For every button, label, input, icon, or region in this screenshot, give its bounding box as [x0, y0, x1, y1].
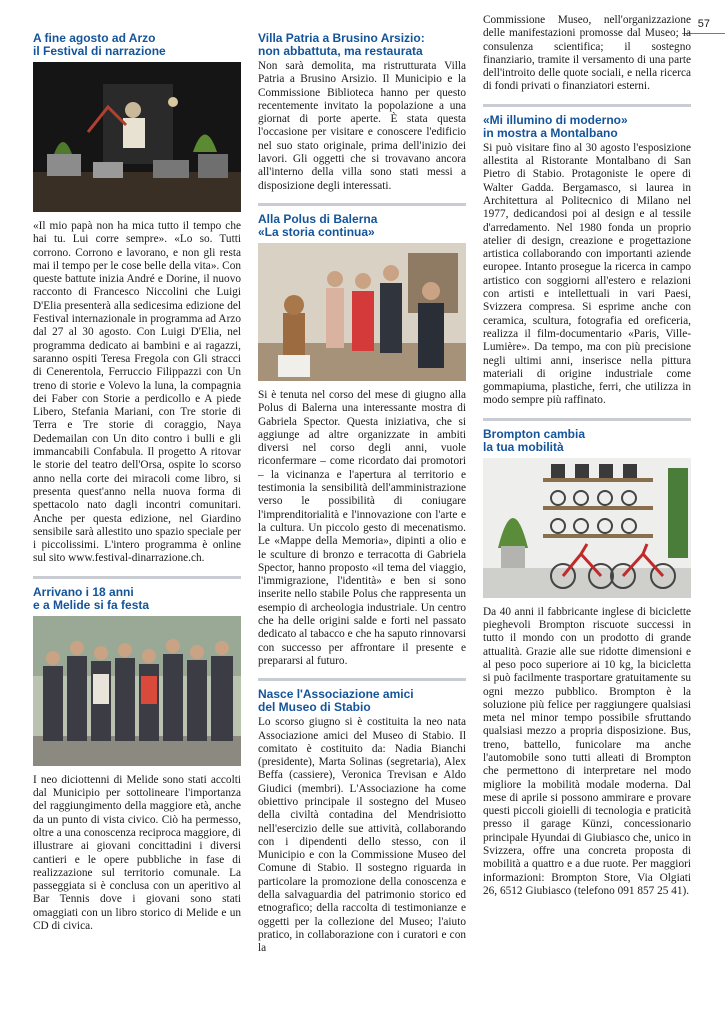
headline-melide [33, 586, 241, 612]
article-villa [258, 32, 466, 193]
headline-stabio [258, 688, 466, 714]
body-melide: I neo diciottenni di Melide sono stati accolti dal Municipio per sottolineare l'importanza del raggiungimento della maggiore età, anche da un punto di vista civico. Ciò ha permesso, oltre a una conoscenza reciproca maggiore, di illustrare ai giovani concittadini i diversi cantieri e le opere pubbliche in fase di realizzazione sul territorio comunale. La passeggiata si è conclusa con un aperitivo al Bar Tennis dove i giovani sono stati omaggiati con un libro storico di Melide e un CD di civica. [33, 773, 241, 932]
headline-line-2: del Museo di Stabio [258, 700, 371, 715]
column-right [483, 14, 691, 898]
article-polus [258, 213, 466, 668]
article-stabio [258, 688, 466, 955]
headline-line-2: e a Melide si fa festa [33, 597, 150, 612]
body-stabio-continuation: Commissione Museo, nell'organizzazione delle manifestazioni promosse dal Museo; la consulenza scientifica; il sostegno finanziario, tramite il versamento di una parte dell'introito delle quote sociali, e nella ricerca di fondi privati o finanziatori esterni. [483, 14, 691, 93]
headline-line-2: il Festival di narrazione [33, 44, 166, 58]
article-melide [33, 586, 241, 934]
headline-villa [258, 32, 466, 58]
article-montalbano [483, 114, 691, 408]
article-festival [33, 32, 241, 566]
page-number: 57 [697, 18, 710, 30]
headline-line-1: Alla Polus di Balerna [258, 211, 378, 226]
headline-festival [33, 32, 241, 58]
body-brompton: Da 40 anni il fabbricante inglese di biciclette pieghevoli Brompton riscuote successi in tutto il mondo con un prodotto di grande attualità. Grazie alle sue ridotte dimensioni e al peso poco superiore ai 10 kg, la bicicletta si può facilmente trasportare gratuitamente su ogni mezzo pubblico. Brompton è la soluzione più felice per raggiungere qualsiasi meta nel minor tempo possibile sfruttando qualsiasi mezzo a propria disposizione. Bus, treno, battello, funicolare ma anche l'automobile sono tutti alleati di Brompton che permettono di interpretare nel modo migliore la mobilità modale moderna. Dal mese di aprile si possono ammirare e provare questi piccoli gioielli di tecnologia e praticità presso il garage Künzi, concessionario principale Hyundai di Giubiasco che, unico in Svizzera, offre una concreta proposta di mobilità a quattro e a due ruote. Per maggiori informazioni: Brompton Store, Via Olgiati 26, 6512 Giubiasco (telefono 091 857 25 41). [483, 605, 691, 897]
column-middle [258, 32, 466, 956]
headline-line-1: Brompton cambia [483, 426, 586, 441]
headline-line-2: in mostra a Montalbano [483, 125, 618, 140]
photo-festival-stage [33, 62, 241, 212]
headline-line-2: la tua mobilità [483, 439, 564, 454]
headline-polus [258, 213, 466, 239]
headline-line-1: «Mi illumino di moderno» [483, 112, 628, 127]
photo-brompton-store [483, 458, 691, 598]
headline-line-2: non abbattuta, ma restaurata [258, 44, 423, 58]
headline-line-1: Villa Patria a Brusino Arsizio: [258, 31, 425, 45]
section-rule [483, 418, 691, 421]
column-left [33, 32, 241, 933]
headline-line-1: Arrivano i 18 anni [33, 584, 134, 599]
headline-montalbano [483, 114, 691, 140]
photo-polus-exhibition [258, 243, 466, 381]
headline-line-1: Nasce l'Associazione amici [258, 687, 414, 702]
body-villa: Non sarà demolita, ma ristrutturata Villa Patria a Brusino Arsizio. Il Municipio e la Commissione Biblioteca hanno per questo recentemente invitato la popolazione a una giornat di porte aperte. È stata questa l'occasione per visitare e conoscere l'edificio nel suo stato originale, prima dell'inizio dei lavori. Gli oggetti che si trovavano ancora all'interno della villa sono stati messi a disposizione degli interessati. [258, 60, 466, 192]
photo-melide-group [33, 616, 241, 766]
body-festival: «Il mio papà non ha mica tutto il tempo che hai tu. Lui corre sempre». «Lo so. Tutti corrono. Corrono e lavorano, e non gli resta mai il tempo per le cose belle della vita». Con queste battute inizia André e Dorine, il nuovo racconto di Francesco Niccolini che Luigi D'Elia presenterà alla sedicesima edizione del Festival internazionale in programma ad Arzo dal 27 al 30 agosto. Con Luigi D'Elia, nel programma dedicato ai bambini e ai ragazzi, saranno ospiti Teresa Fregola con Gli stracci di Cenerentola, Ferruccio Filippazzi con Un treno di storie e Volevo la luna, la compagnia dei Faber con Storie a perdicollo e A piede Libero, Stefania Mariani, con Tre storie di Terra e Tre storie di coraggio, Naya Dedemailan con Un dito contro i bulli e gli immancabili Confabula. Il progetto A ritovar le storie del teatro dell'Orsa, ospite lo scorso anno nella corte dei miracoli come libro, si presenta quest'anno nella nuova forma di spettacolo nato dagli incontri comunitari. Anche per questa edizione, nel Giardino sensibile sarà allestito uno spazio speciale per i piccolissimi. L'intero programma è online sul sito www.festival-dinarrazione.ch. [33, 220, 241, 565]
article-brompton [483, 428, 691, 899]
body-stabio: Lo scorso giugno si è costituita la neo nata Associazione amici del Museo di Stabio. Il comitato è costituito da: Nadia Bianchi (presidente), Marta Solinas (segretaria), Alex Beffa (cassiere), Veronica Trevisan e Aldo Giudici (membri). L'Associazione ha come obiettivo principale il sostegno del Museo della civiltà contadina del Mendrisiotto nell'esercizio delle sue attività, collaborando con i dipendenti dello stesso, con il Municipio e con la Commissione Museo del Comune di Stabio. Il sostegno riguarda in particolare la promozione della conoscenza e della salvaguardia del patrimonio storico ed etnografico; della raccolta di testimonianze e oggetti per la collezione del Museo; l'aiuto pratico, in collaborazione con i curatori e con la [258, 716, 466, 955]
headline-brompton [483, 428, 691, 454]
body-polus: Si è tenuta nel corso del mese di giugno alla Polus di Balerna una interessante mostra di Gabriela Spector. Questa iniziativa, che si aggiunge ad altre organizzate in ambiti diversi nel corso degli anni, vuole riconfermare – come ricordato dai promotori – la vicinanza e l'apertura al territorio e testimonia la sensibilità dell'amministrazione verso le possibilità di coniugare l'imprenditorialità e l'innovazione con l'arte e la cultura. Un piccolo gesto di mecenatismo. Le «Mappe della Memoria», dipinti a olio e le sculture di bronzo e terracotta di Gabriela Spector, hanno proposto «il tema del viaggio, l'immigrazione, l'identità» e ben si sono inserite nello stabile Polus che rappresenta un esempio di archeologia industriale. Un centro che ha delle origini salde e forti nel passato dedicato al tabacco e che ha saputo rinnovarsi con successo per affrontare il presente e prepararsi al futuro. [258, 388, 466, 667]
section-rule [33, 576, 241, 579]
headline-line-1: A fine agosto ad Arzo [33, 31, 156, 45]
section-rule [258, 678, 466, 681]
headline-line-2: «La storia continua» [258, 224, 375, 239]
section-rule [258, 203, 466, 206]
section-rule [483, 104, 691, 107]
body-montalbano: Si può visitare fino al 30 agosto l'esposizione allestita al Ristorante Montalbano di San Pietro di Stabio. Protagoniste le opere di Walter Gadda. Bergamasco, si laurea in Architettura al Politecnico di Milano nel 1977, dedicandosi poi al design e al tessile d'arredamento. Nel 1980 fonda un proprio atelier di design, creazione e progettazione artistica collaborando con importanti aziende europee. Intanto prosegue la ricerca in campo artistico con soggiorni all'estero e relazioni con artisti e intellettuali in vari Paesi, Svizzera compresa. Si esprime anche con ceramica, scultura, fotografia ed oreficeria, realizza il film-documentario «Paris, Ville-Lumière». Da tempo, ma con più precisione negli ultimi anni, inserisce nella pittura materiali di origine industriale come gommapiuma, plastiche, ferri, che utilizza in modo sempre più raffinato. [483, 141, 691, 407]
